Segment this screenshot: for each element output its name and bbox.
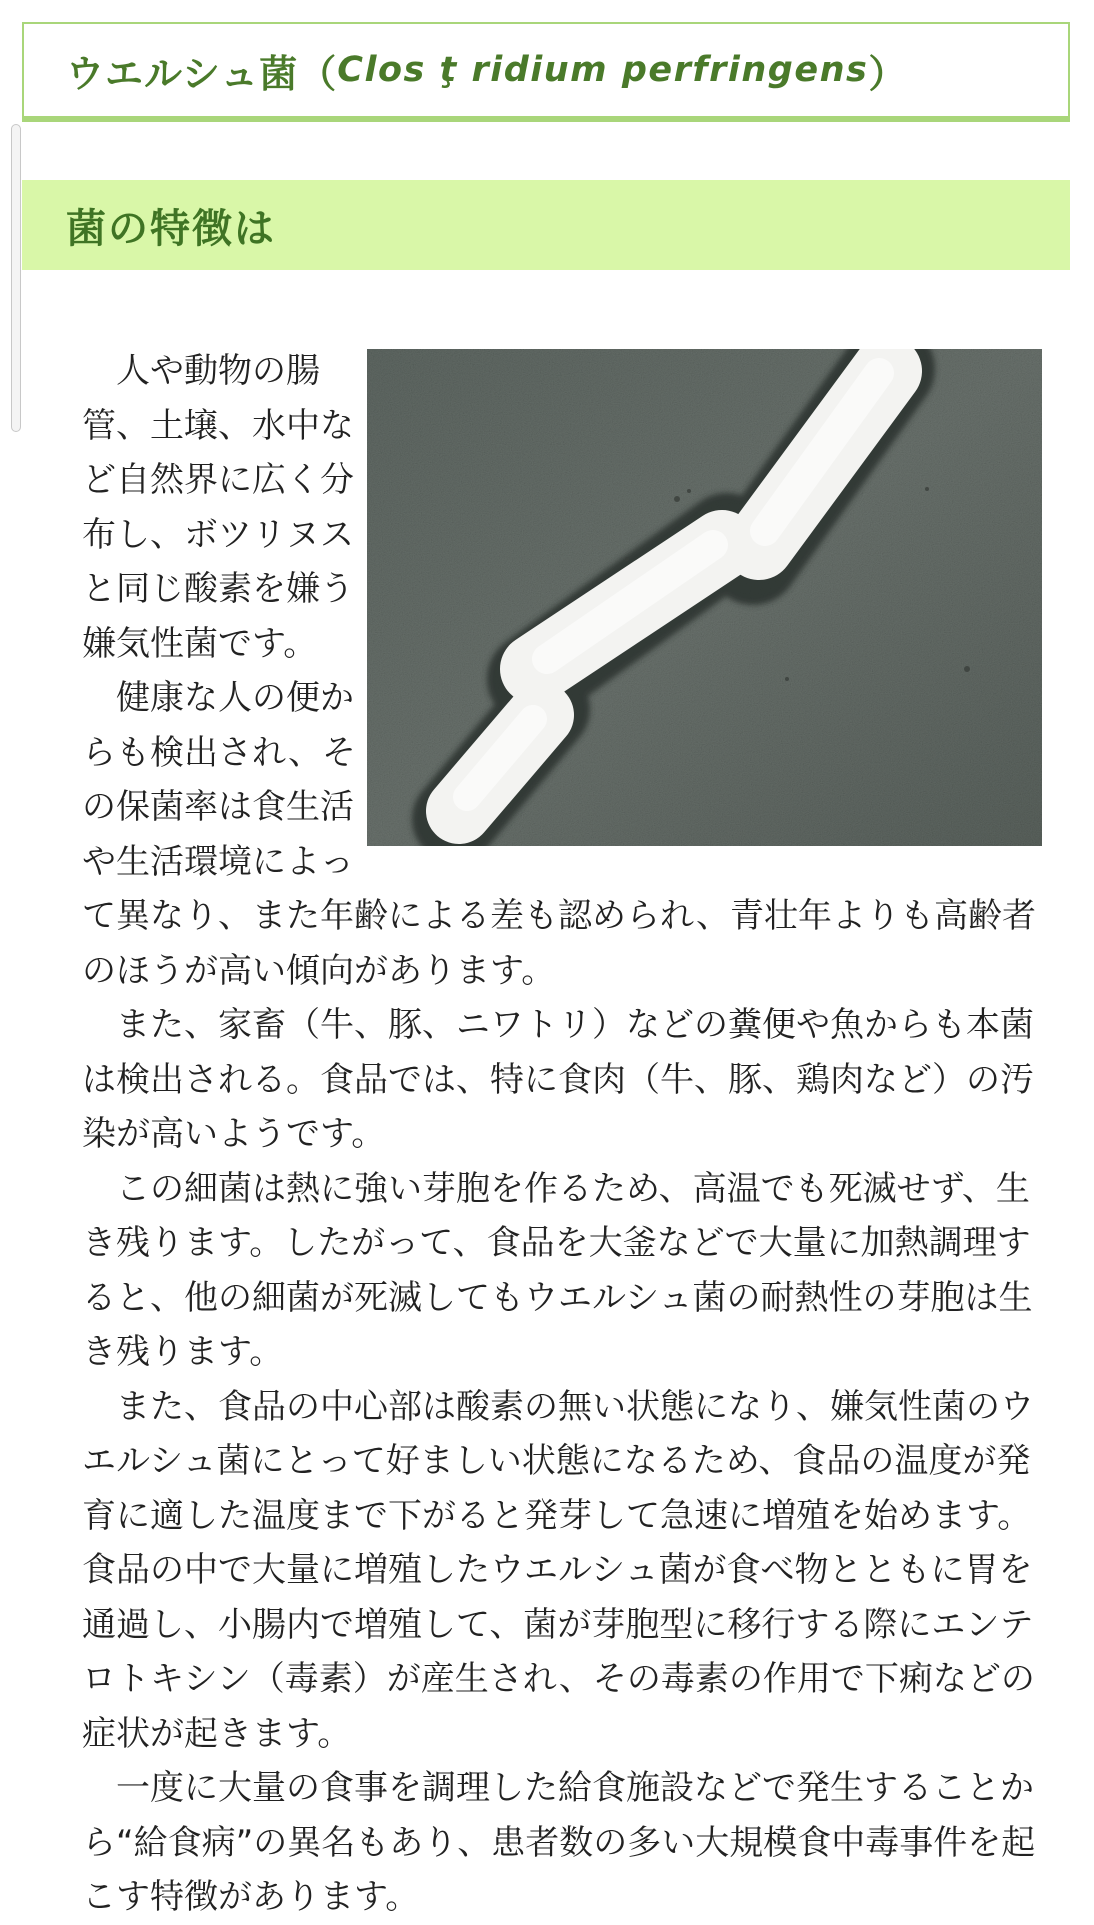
paragraph-4: この細菌は熱に強い芽胞を作るため、高温でも死滅せず、生き残ります。したがって、食品を大釜などで大量に加熱調理すると、他の細菌が死滅してもウエルシュ菌の耐熱性の芽胞は生き残ります。	[82, 1168, 1033, 1372]
article-body	[82, 344, 1042, 1925]
page-title	[22, 22, 1070, 122]
paragraph-5: また、食品の中心部は酸素の無い状態になり、嫌気性菌のウエルシュ菌にとって好ましい状態になるため、食品の温度が発育に適した温度まで下がると発芽して急速に増殖を始めます。食品の中で大量に増殖したウエルシュ菌が食べ物とともに胃を通過し、小腸内で増殖して、菌が芽胞型に移行する際にエンテロトキシン（毒素）が産生され、その毒素の作用で下痢などの症状が起きます。	[82, 1386, 1035, 1754]
bacteria-micrograph-image	[367, 349, 1042, 846]
section-heading-text: 菌の特徴は	[66, 205, 276, 252]
page-title-japanese: ウエルシュ菌（	[66, 51, 338, 96]
paragraph-3: また、家畜（牛、豚、ニワトリ）などの糞便や魚からも本菌は検出される。食品では、特に食肉（牛、豚、鶏肉など）の汚染が高いようです。	[82, 1005, 1034, 1154]
section-heading	[22, 180, 1070, 270]
paragraph-2: 健康な人の便からも検出され、その保菌率は食生活や生活環境によって異なり、また年齢による差も認められ、青壮年よりも高齢者のほうが高い傾向があります。	[82, 678, 1037, 991]
page-title-closing-paren: ）	[868, 51, 908, 96]
page-title-latin-name: Clos ţ ridium perfringens	[337, 50, 869, 90]
scroll-indicator[interactable]	[11, 124, 21, 432]
paragraph-1: 人や動物の腸管、土壌、水中など自然界に広く分布し、ボツリヌスと同じ酸素を嫌う嫌気性菌です。	[82, 351, 354, 664]
paragraph-6: 一度に大量の食事を調理した給食施設などで発生することから“給食病”の異名もあり、患者数の多い大規模食中毒事件を起こす特徴があります。	[82, 1768, 1036, 1917]
